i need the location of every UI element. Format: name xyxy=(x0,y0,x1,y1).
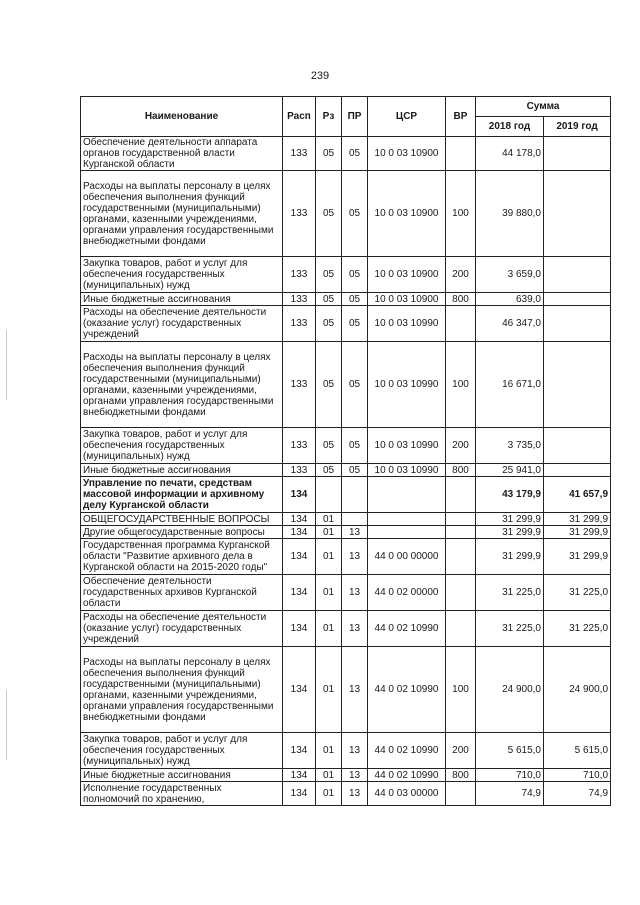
table-body xyxy=(81,137,611,806)
row-name: Иные бюджетные ассигнования xyxy=(81,464,283,477)
table-row xyxy=(81,733,611,769)
row-pr: 13 xyxy=(342,611,368,647)
row-sum-2018: 31 225,0 xyxy=(476,611,544,647)
row-rasp: 133 xyxy=(283,171,316,257)
row-pr: 05 xyxy=(342,137,368,171)
table-row xyxy=(81,293,611,306)
row-csr xyxy=(368,526,446,539)
row-name: Исполнение государственных полномочий по хранению, xyxy=(81,782,283,806)
row-csr: 44 0 02 10990 xyxy=(368,647,446,733)
row-sum-2019 xyxy=(544,137,611,171)
row-pr: 13 xyxy=(342,526,368,539)
row-sum-2018: 44 178,0 xyxy=(476,137,544,171)
row-rasp: 134 xyxy=(283,611,316,647)
table-row xyxy=(81,526,611,539)
row-name: Государственная программа Курганской области "Развитие архивного дела в Курганской области на 2015-2020 годы" xyxy=(81,539,283,575)
row-sum-2019: 31 299,9 xyxy=(544,526,611,539)
row-vr: 100 xyxy=(446,647,476,733)
row-sum-2019 xyxy=(544,464,611,477)
row-sum-2019 xyxy=(544,428,611,464)
table-row xyxy=(81,782,611,806)
row-rz xyxy=(316,477,342,513)
row-rasp: 134 xyxy=(283,513,316,526)
page-number: 239 xyxy=(310,70,330,82)
row-vr xyxy=(446,477,476,513)
row-csr: 44 0 03 00000 xyxy=(368,782,446,806)
row-pr xyxy=(342,513,368,526)
row-vr: 800 xyxy=(446,293,476,306)
row-sum-2018: 3 735,0 xyxy=(476,428,544,464)
row-sum-2018: 31 299,9 xyxy=(476,513,544,526)
table-row xyxy=(81,306,611,342)
table-row xyxy=(81,513,611,526)
row-rz: 01 xyxy=(316,513,342,526)
row-rz: 01 xyxy=(316,769,342,782)
row-pr: 05 xyxy=(342,342,368,428)
row-vr xyxy=(446,575,476,611)
row-sum-2019: 31 299,9 xyxy=(544,539,611,575)
row-name: Расходы на обеспечение деятельности (оказание услуг) государственных учреждений xyxy=(81,611,283,647)
row-sum-2018: 31 225,0 xyxy=(476,575,544,611)
row-rz: 01 xyxy=(316,647,342,733)
row-pr: 13 xyxy=(342,575,368,611)
header-sum: Сумма xyxy=(476,97,611,117)
row-sum-2019 xyxy=(544,293,611,306)
row-rasp: 134 xyxy=(283,575,316,611)
row-rz: 05 xyxy=(316,306,342,342)
row-sum-2018: 24 900,0 xyxy=(476,647,544,733)
budget-table xyxy=(80,96,611,806)
row-sum-2018: 25 941,0 xyxy=(476,464,544,477)
row-sum-2019 xyxy=(544,257,611,293)
row-csr xyxy=(368,513,446,526)
row-rasp: 134 xyxy=(283,526,316,539)
row-sum-2018: 74,9 xyxy=(476,782,544,806)
table-row xyxy=(81,137,611,171)
row-name: Расходы на обеспечение деятельности (оказание услуг) государственных учреждений xyxy=(81,306,283,342)
row-name: Закупка товаров, работ и услуг для обеспечения государственных (муниципальных) нужд xyxy=(81,428,283,464)
row-vr: 800 xyxy=(446,769,476,782)
row-vr xyxy=(446,611,476,647)
row-csr: 10 0 03 10990 xyxy=(368,464,446,477)
row-pr: 05 xyxy=(342,464,368,477)
row-rasp: 133 xyxy=(283,464,316,477)
row-pr: 13 xyxy=(342,539,368,575)
row-rasp: 134 xyxy=(283,769,316,782)
row-pr: 05 xyxy=(342,257,368,293)
table-row xyxy=(81,611,611,647)
row-sum-2019: 24 900,0 xyxy=(544,647,611,733)
row-sum-2018: 31 299,9 xyxy=(476,539,544,575)
row-sum-2019: 41 657,9 xyxy=(544,477,611,513)
row-sum-2019: 710,0 xyxy=(544,769,611,782)
row-rasp: 133 xyxy=(283,137,316,171)
row-vr xyxy=(446,306,476,342)
row-csr: 10 0 03 10990 xyxy=(368,342,446,428)
header-rasp: Расп xyxy=(283,97,316,137)
row-rasp: 133 xyxy=(283,342,316,428)
row-name: ОБЩЕГОСУДАРСТВЕННЫЕ ВОПРОСЫ xyxy=(81,513,283,526)
row-vr: 100 xyxy=(446,342,476,428)
table-row xyxy=(81,539,611,575)
row-vr xyxy=(446,782,476,806)
row-csr: 44 0 02 10990 xyxy=(368,769,446,782)
row-pr: 05 xyxy=(342,171,368,257)
row-sum-2018: 39 880,0 xyxy=(476,171,544,257)
row-pr xyxy=(342,477,368,513)
row-sum-2018: 31 299,9 xyxy=(476,526,544,539)
row-sum-2018: 710,0 xyxy=(476,769,544,782)
row-csr xyxy=(368,477,446,513)
row-csr: 10 0 03 10900 xyxy=(368,293,446,306)
header-vr: ВР xyxy=(446,97,476,137)
row-rasp: 133 xyxy=(283,306,316,342)
row-csr: 10 0 03 10900 xyxy=(368,171,446,257)
header-year-2019: 2019 год xyxy=(544,117,611,137)
row-vr: 100 xyxy=(446,171,476,257)
row-sum-2019: 31 299,9 xyxy=(544,513,611,526)
row-csr: 44 0 00 00000 xyxy=(368,539,446,575)
row-pr: 13 xyxy=(342,733,368,769)
row-rasp: 134 xyxy=(283,647,316,733)
row-name: Обеспечение деятельности аппарата органов государственной власти Курганской области xyxy=(81,137,283,171)
row-name: Закупка товаров, работ и услуг для обеспечения государственных (муниципальных) нужд xyxy=(81,733,283,769)
row-rasp: 134 xyxy=(283,733,316,769)
row-rasp: 134 xyxy=(283,477,316,513)
row-vr: 200 xyxy=(446,733,476,769)
row-name: Обеспечение деятельности государственных архивов Курганской области xyxy=(81,575,283,611)
row-csr: 44 0 02 10990 xyxy=(368,611,446,647)
header-year-2018: 2018 год xyxy=(476,117,544,137)
row-name: Закупка товаров, работ и услуг для обеспечения государственных (муниципальных) нужд xyxy=(81,257,283,293)
scan-spine-mark xyxy=(6,690,7,760)
row-sum-2018: 5 615,0 xyxy=(476,733,544,769)
row-vr: 800 xyxy=(446,464,476,477)
row-name: Расходы на выплаты персоналу в целях обеспечения выполнения функций государственными (муниципальными) органами, казенными учреждениями, органами управления государственными внебюджетными фондами xyxy=(81,342,283,428)
row-rz: 05 xyxy=(316,342,342,428)
row-pr: 05 xyxy=(342,293,368,306)
row-rz: 05 xyxy=(316,428,342,464)
row-rasp: 133 xyxy=(283,257,316,293)
row-sum-2019 xyxy=(544,306,611,342)
row-sum-2018: 3 659,0 xyxy=(476,257,544,293)
table-row xyxy=(81,464,611,477)
row-rz: 01 xyxy=(316,526,342,539)
row-rasp: 134 xyxy=(283,539,316,575)
row-vr xyxy=(446,539,476,575)
row-csr: 10 0 03 10990 xyxy=(368,306,446,342)
header-csr: ЦСР xyxy=(368,97,446,137)
header-name: Наименование xyxy=(81,97,283,137)
row-sum-2019 xyxy=(544,342,611,428)
row-vr: 200 xyxy=(446,257,476,293)
row-name: Другие общегосударственные вопросы xyxy=(81,526,283,539)
row-vr: 200 xyxy=(446,428,476,464)
row-rz: 05 xyxy=(316,137,342,171)
row-sum-2019: 5 615,0 xyxy=(544,733,611,769)
row-rz: 05 xyxy=(316,464,342,477)
table-row xyxy=(81,428,611,464)
row-pr: 05 xyxy=(342,428,368,464)
row-name: Иные бюджетные ассигнования xyxy=(81,769,283,782)
row-name: Расходы на выплаты персоналу в целях обеспечения выполнения функций государственными (муниципальными) органами, казенными учреждениями, органами управления государственными внебюджетными фондами xyxy=(81,647,283,733)
row-sum-2018: 16 671,0 xyxy=(476,342,544,428)
row-vr xyxy=(446,137,476,171)
row-pr: 13 xyxy=(342,782,368,806)
row-name: Иные бюджетные ассигнования xyxy=(81,293,283,306)
table-row xyxy=(81,342,611,428)
row-rz: 05 xyxy=(316,293,342,306)
header-pr: ПР xyxy=(342,97,368,137)
table-header xyxy=(81,97,611,137)
header-rz: Рз xyxy=(316,97,342,137)
row-sum-2018: 639,0 xyxy=(476,293,544,306)
table-row xyxy=(81,575,611,611)
table-row xyxy=(81,647,611,733)
row-sum-2018: 46 347,0 xyxy=(476,306,544,342)
row-pr: 13 xyxy=(342,647,368,733)
row-name: Расходы на выплаты персоналу в целях обеспечения выполнения функций государственными (муниципальными) органами, казенными учреждениями, органами управления государственными внебюджетными фондами xyxy=(81,171,283,257)
row-rasp: 133 xyxy=(283,293,316,306)
row-sum-2018: 43 179,9 xyxy=(476,477,544,513)
row-sum-2019 xyxy=(544,171,611,257)
row-pr: 13 xyxy=(342,769,368,782)
row-rasp: 133 xyxy=(283,428,316,464)
row-csr: 44 0 02 00000 xyxy=(368,575,446,611)
row-rz: 01 xyxy=(316,733,342,769)
row-sum-2019: 74,9 xyxy=(544,782,611,806)
row-vr xyxy=(446,526,476,539)
row-rasp: 134 xyxy=(283,782,316,806)
table-row xyxy=(81,257,611,293)
scan-spine-mark xyxy=(6,330,7,400)
row-rz: 05 xyxy=(316,171,342,257)
row-name: Управление по печати, средствам массовой информации и архивному делу Курганской области xyxy=(81,477,283,513)
row-vr xyxy=(446,513,476,526)
row-rz: 01 xyxy=(316,539,342,575)
row-csr: 10 0 03 10900 xyxy=(368,257,446,293)
row-csr: 10 0 03 10900 xyxy=(368,137,446,171)
row-sum-2019: 31 225,0 xyxy=(544,611,611,647)
row-csr: 10 0 03 10990 xyxy=(368,428,446,464)
row-rz: 05 xyxy=(316,257,342,293)
row-rz: 01 xyxy=(316,611,342,647)
table-row xyxy=(81,769,611,782)
row-pr: 05 xyxy=(342,306,368,342)
table-row xyxy=(81,171,611,257)
row-rz: 01 xyxy=(316,782,342,806)
table-row xyxy=(81,477,611,513)
row-rz: 01 xyxy=(316,575,342,611)
row-sum-2019: 31 225,0 xyxy=(544,575,611,611)
row-csr: 44 0 02 10990 xyxy=(368,733,446,769)
